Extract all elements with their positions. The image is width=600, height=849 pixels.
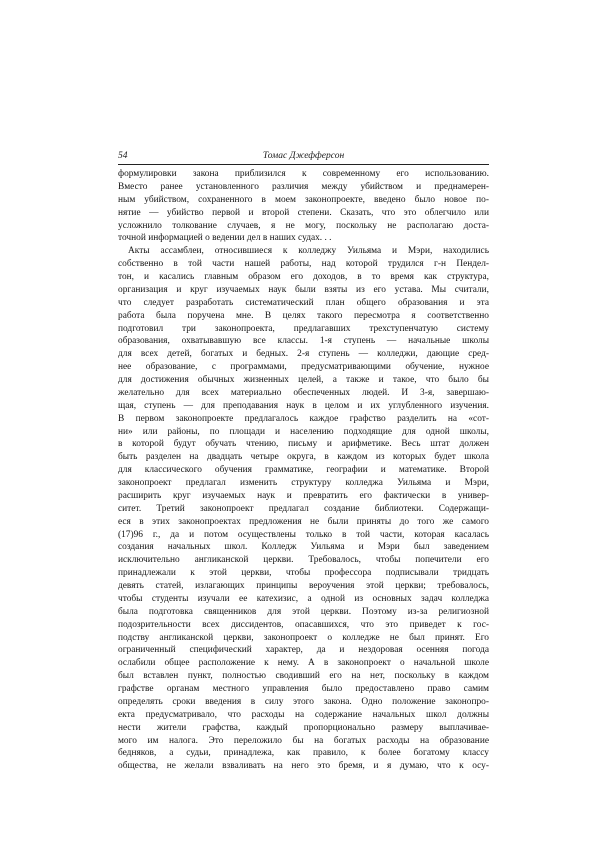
text-line: нее образование, с программами, предусматривающими обучение, нужное — [118, 362, 489, 373]
text-line: ситет. Третий законопроект предлагал создание библиотеки. Содержащи- — [118, 503, 489, 514]
text-line: Акты ассамблеи, относившиеся к колледжу Уильяма и Мэри, находились — [128, 246, 489, 257]
text-line: подозрительности всех диссидентов, опасавшихся, что это приведет к гос- — [118, 619, 489, 630]
text-line: чтобы студенты изучали ее катехизис, а одной из основных задач колледжа — [118, 593, 489, 604]
text-line: определять сроки введения в силу этого закона. Одно положение законопро- — [118, 696, 489, 707]
text-line: расширить круг изучаемых наук и превратить его фактически в универ- — [118, 490, 489, 501]
text-line: быть разделен на двадцать четыре округа, в каждом из которых будет школа — [118, 452, 489, 463]
text-line: собственно в той части нашей работы, над которой трудился г-н Пендел- — [118, 259, 489, 270]
text-line: тон, и касались главным образом его доходов, в то время как структура, — [118, 272, 489, 282]
text-line: точной информацией о ведении дел в наших судах. . . — [118, 233, 332, 244]
text-line: бедняков, а судьи, принадлежа, как правило, к более богатому классу — [118, 748, 489, 759]
text-line: В первом законопроекте предлагалось каждое графство разделить на «сот- — [118, 413, 489, 424]
text-line: мого им налога. Это переложило бы на богатых расходы на образование — [118, 735, 489, 746]
text-line: ослабили общее расположение к нему. А в законопроект о начальной школе — [118, 658, 489, 669]
text-line: что следует разработать систематический план общего образования и эта — [118, 297, 489, 308]
text-line: графстве органам местного управления было предоставлено право самим — [118, 684, 489, 694]
text-line: образования, охватывавшую все классы. 1-я ступень — начальные школы — [118, 336, 489, 347]
text-line: Вместо ранее установленного различия между убийством и преднамерен- — [118, 181, 489, 192]
text-line: еся в этих законопроектах предложения не были приняты до того же самого — [118, 516, 489, 527]
text-line: ни» или районы, по площади и населению подходящие для одной школы, — [118, 426, 489, 437]
text-line: ным убийством, сохраненного в моем законопроекте, введено было новое по- — [118, 194, 489, 205]
text-line: формулировки закона приблизился к современному его использованию. — [118, 169, 489, 179]
text-line: законопроект предлагал изменить структуру колледжа Уильяма и Мэри, — [118, 478, 489, 488]
text-line: нятие — убийство первой и второй степени. Сказать, что это облегчило или — [118, 207, 489, 218]
text-line: был вставлен пункт, полностью сводивший его на нет, поскольку в каждом — [118, 671, 489, 682]
text-line: организация и круг изучаемых наук были взяты из его устава. Мы считали, — [118, 284, 489, 295]
text-line: для классического обучения грамматике, географии и математике. Второй — [118, 465, 489, 476]
body-text — [118, 168, 489, 773]
running-title: Томас Джефферсон — [262, 151, 345, 161]
header-rule — [118, 164, 489, 165]
text-line: (17)96 г., да и потом осуществлены только в той части, которая касалась — [118, 529, 489, 540]
text-line: екта предусматривало, что расходы на содержание начальных школ должны — [118, 709, 489, 720]
text-line: подготовил три законопроекта, предлагавших трехступенчатую систему — [118, 323, 489, 334]
text-line: девять статей, излагающих принципы вероучения этой церкви; требовалось, — [118, 581, 489, 591]
text-line: общества, не желали взваливать на него это бремя, и я думаю, что к осу- — [118, 761, 489, 772]
text-line: была подготовка священников для этой церкви. Поэтому из-за религиозной — [118, 606, 489, 617]
text-line: желательно для всех материально обеспеченных людей. И 3-я, завершаю- — [118, 387, 489, 398]
text-line: усложнило толкование случаев, я не могу, поскольку не располагаю доста- — [118, 220, 489, 231]
text-line: нести жители графства, каждый пропорционально размеру выплачивае- — [118, 722, 489, 733]
text-line: исключительно англиканской церкви. Требовалось, чтобы попечители его — [118, 555, 489, 566]
page-number: 54 — [118, 151, 128, 161]
text-line: работа была поручена мне. В целях такого пересмотра я соответственно — [118, 310, 489, 321]
running-header — [118, 151, 489, 165]
text-line: в которой будут обучать чтению, письму и арифметике. Весь штат должен — [118, 439, 489, 450]
text-line: подству англиканской церкви, законопроект о колледже не был принят. Его — [118, 632, 489, 643]
text-line: создания начальных школ. Колледж Уильяма и Мэри был заведением — [118, 542, 489, 553]
text-line: для достижения обычных жизненных целей, а также и такое, что было бы — [118, 375, 489, 385]
text-line: щая, ступень — для преподавания наук в целом и их углубленного изучения. — [118, 400, 489, 411]
text-line: ограниченный специфический характер, да и нездоровая осенняя погода — [118, 645, 489, 656]
text-line: принадлежали к этой церкви, чтобы профессора подписывали тридцать — [118, 568, 489, 579]
text-line: для всех детей, богатых и бедных. 2-я ступень — колледжи, дающие сред- — [118, 349, 489, 360]
